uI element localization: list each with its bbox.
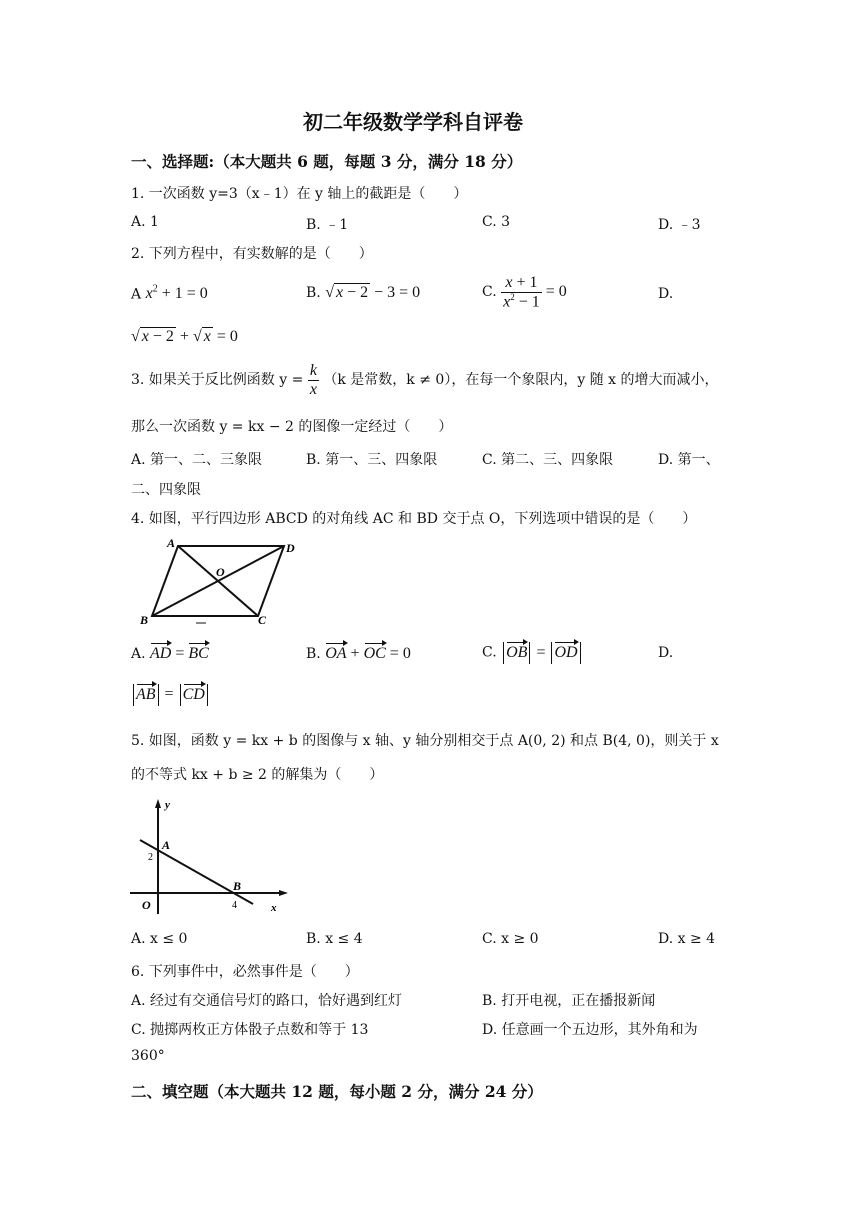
- question-3-option-c[interactable]: C. 第二、三、四象限: [482, 452, 614, 468]
- label-o: O: [216, 565, 225, 579]
- question-1-stem: 1. 一次函数 y=3（x﹣1）在 y 轴上的截距是（ ）: [131, 186, 468, 202]
- question-2-stem: 2. 下列方程中，有实数解的是（ ）: [131, 246, 373, 262]
- fraction-k-over-x: $\frac{k}{x}$: [309, 362, 317, 398]
- question-5-stem-line1: 5. 如图，函数 y = kx + b 的图像与 x 轴、y 轴分别相交于点 A(0, 2) 和点 B(4, 0)，则关于 x: [131, 733, 719, 749]
- option-letter: C.: [482, 283, 497, 300]
- question-6-option-a[interactable]: A. 经过有交通信号灯的路口，恰好遇到红灯: [131, 993, 403, 1009]
- question-3-option-a[interactable]: A. 第一、二、三象限: [131, 452, 263, 468]
- question-3-option-d-cont: 二、四象限: [131, 482, 201, 498]
- question-5-option-a[interactable]: A. x ≤ 0: [131, 931, 188, 947]
- x-axis-arrow: [279, 890, 288, 896]
- option-letter: B.: [306, 646, 321, 662]
- q3-stem-part1: 3. 如果关于反比例函数 y =: [131, 372, 304, 389]
- parallelogram-figure: [134, 536, 304, 628]
- question-5-option-d[interactable]: D. x ≥ 4: [658, 931, 716, 947]
- question-5-option-c[interactable]: C. x ≥ 0: [482, 931, 539, 947]
- question-2-option-b[interactable]: [306, 284, 420, 302]
- question-5-option-b[interactable]: B. x ≤ 4: [306, 931, 363, 947]
- question-4-option-a[interactable]: [131, 645, 209, 663]
- vector-equation-a: AD = BC: [150, 645, 209, 662]
- function-line: [140, 840, 253, 904]
- vector-equation-c: OB = OD: [501, 644, 582, 661]
- label-x: x: [271, 902, 277, 914]
- line-graph-figure: [128, 796, 293, 918]
- label-b: B: [140, 613, 149, 627]
- vector-equation-b: OA + OC = 0: [325, 645, 411, 662]
- section-heading-choice: 一、选择题:（本大题共 6 题，每题 3 分，满分 18 分）: [131, 152, 523, 171]
- question-6-option-d-cont: 360°: [131, 1048, 165, 1064]
- question-3-option-d[interactable]: D. 第一、: [658, 452, 720, 468]
- question-6-option-c[interactable]: C. 抛掷两枚正方体骰子点数和等于 13: [131, 1022, 369, 1038]
- section-heading-fill-blank: 二、填空题（本大题共 12 题，每小题 2 分，满分 24 分）: [131, 1082, 543, 1101]
- question-6-option-b[interactable]: B. 打开电视，正在播报新闻: [482, 993, 656, 1009]
- question-1-option-b[interactable]: B. ﹣1: [306, 217, 349, 233]
- question-4-option-b[interactable]: [306, 645, 411, 663]
- label-a: A: [167, 536, 176, 550]
- question-4-option-d[interactable]: D.: [658, 645, 674, 661]
- question-2-option-d[interactable]: D.: [658, 286, 674, 302]
- question-1-option-a[interactable]: A. 1: [131, 214, 159, 230]
- question-1-option-c[interactable]: C. 3: [482, 214, 511, 230]
- question-3-stem-line2: 那么一次函数 y = kx − 2 的图像一定经过（ ）: [131, 419, 453, 435]
- q3-stem-part2: （k 是常数，k ≠ 0），在每一个象限内，y 随 x 的增大而减小，: [323, 372, 719, 389]
- label-d: D: [286, 541, 295, 555]
- y-axis-arrow: [155, 799, 161, 808]
- label-c: C: [258, 613, 267, 627]
- option-letter: B.: [306, 285, 321, 301]
- question-6-stem: 6. 下列事件中，必然事件是（ ）: [131, 964, 359, 980]
- equation-d: √ x − 2 + √ x = 0: [131, 328, 238, 345]
- question-4-option-c[interactable]: [482, 642, 583, 664]
- question-2-option-c[interactable]: [482, 274, 567, 311]
- tick-2: 2: [148, 852, 153, 863]
- label-point-a: A: [162, 838, 171, 852]
- option-letter: A.: [131, 646, 146, 662]
- question-3-option-b[interactable]: B. 第一、三、四象限: [306, 452, 438, 468]
- question-3-stem: [131, 362, 718, 398]
- label-y: y: [165, 799, 170, 811]
- question-2-option-a[interactable]: [131, 284, 208, 303]
- vector-equation-d: AB = CD: [131, 684, 210, 706]
- label-origin: O: [142, 898, 151, 912]
- option-letter: C.: [482, 644, 497, 661]
- question-6-option-d[interactable]: D. 任意画一个五边形，其外角和为: [482, 1022, 698, 1038]
- question-5-stem-line2: 的不等式 kx + b ≥ 2 的解集为（ ）: [131, 767, 384, 783]
- diagonal-bd: [152, 546, 284, 616]
- equation-c: $\frac{x + 1}{x^2 - 1}$ = 0: [503, 274, 567, 310]
- option-letter: A: [131, 286, 142, 303]
- question-1-option-d[interactable]: D. ﹣3: [658, 217, 701, 233]
- equation-b: √ x − 2 − 3 = 0: [325, 284, 421, 301]
- label-point-b: B: [233, 879, 242, 893]
- question-4-stem: 4. 如图，平行四边形 ABCD 的对角线 AC 和 BD 交于点 O，下列选项中错误的是（ ）: [131, 511, 697, 527]
- page-title: 初二年级数学学科自评卷: [303, 110, 523, 134]
- tick-4: 4: [232, 900, 237, 911]
- equation-a: $x^2 + 1 = 0$: [145, 284, 208, 303]
